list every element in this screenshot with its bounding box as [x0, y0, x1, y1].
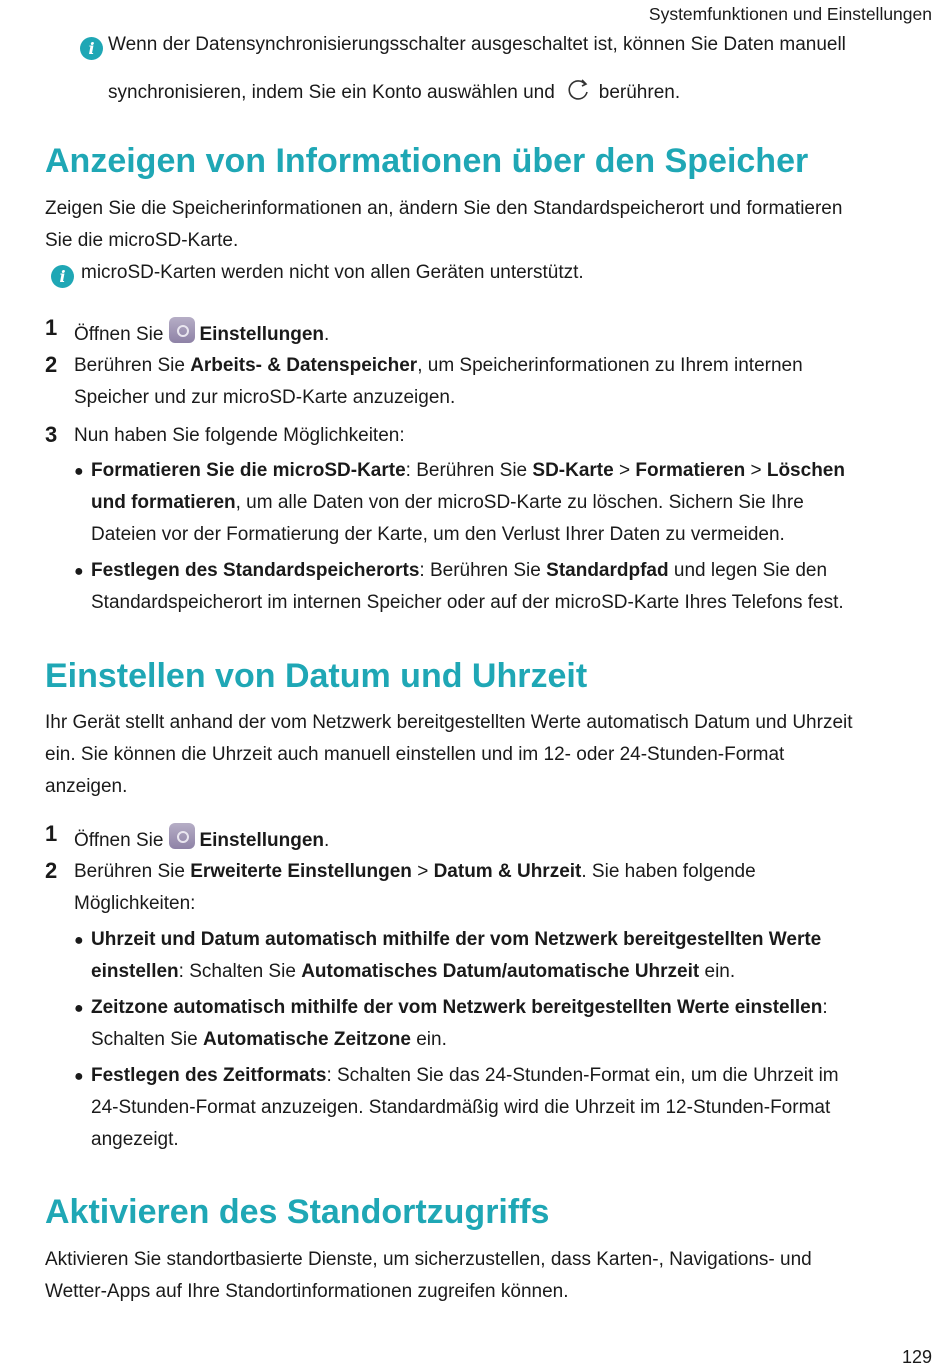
list-item: Standardspeicherort im internen Speicher oder auf der microSD-Karte Ihres Telefons fest.	[91, 592, 844, 613]
step-number: 1	[45, 821, 58, 846]
note-text: Wenn der Datensynchronisierungsschalter ausgeschaltet ist, können Sie Daten manuell	[108, 34, 846, 55]
step-text: Berühren Sie Arbeits- & Datenspeicher, um Speicherinformationen zu Ihrem internen	[74, 355, 803, 376]
paragraph: anzeigen.	[45, 776, 128, 797]
step-text: Öffnen Sie Einstellungen.	[74, 823, 329, 853]
list-item: Festlegen des Zeitformats: Schalten Sie das 24-Stunden-Format ein, um die Uhrzeit im	[91, 1065, 839, 1086]
note-text: microSD-Karten werden nicht von allen Geräten unterstützt.	[81, 262, 584, 283]
list-item: einstellen: Schalten Sie Automatisches Datum/automatische Uhrzeit ein.	[91, 961, 736, 982]
section-title: Anzeigen von Informationen über den Speicher	[45, 142, 809, 180]
page-number: 129	[901, 1347, 932, 1367]
step-number: 2	[45, 352, 58, 377]
settings-icon	[169, 317, 195, 343]
list-item: und formatieren, um alle Daten von der microSD-Karte zu löschen. Sichern Sie Ihre	[91, 492, 804, 513]
note-text: synchronisieren, indem Sie ein Konto auswählen und berühren.	[108, 77, 680, 105]
list-item: Uhrzeit und Datum automatisch mithilfe der vom Netzwerk bereitgestellten Werte	[91, 929, 822, 950]
bullet-icon: ●	[74, 1000, 84, 1017]
section-title: Aktivieren des Standortzugriffs	[45, 1193, 550, 1231]
step-text: Möglichkeiten:	[74, 893, 196, 914]
bullet-icon: ●	[74, 1068, 84, 1085]
settings-icon	[169, 823, 195, 849]
list-item: Schalten Sie Automatische Zeitzone ein.	[91, 1029, 447, 1050]
list-item: angezeigt.	[91, 1129, 179, 1150]
bullet-icon: ●	[74, 463, 84, 480]
step-number: 3	[45, 422, 58, 447]
step-number: 2	[45, 858, 58, 883]
sync-icon	[565, 77, 591, 103]
page-header: Systemfunktionen und Einstellungen	[648, 4, 932, 24]
paragraph: Aktivieren Sie standortbasierte Dienste, um sicherzustellen, dass Karten-, Navigations- und	[45, 1249, 812, 1270]
info-icon: i	[51, 265, 74, 288]
list-item: Zeitzone automatisch mithilfe der vom Netzwerk bereitgestellten Werte einstellen:	[91, 997, 828, 1018]
list-item: 24-Stunden-Format anzuzeigen. Standardmäßig wird die Uhrzeit im 12-Stunden-Format	[91, 1097, 831, 1118]
list-item: Formatieren Sie die microSD-Karte: Berühren Sie SD-Karte > Formatieren > Löschen	[91, 460, 845, 481]
step-number: 1	[45, 315, 58, 340]
paragraph: Zeigen Sie die Speicherinformationen an, ändern Sie den Standardspeicherort und formatieren	[45, 198, 843, 219]
paragraph: Wetter-Apps auf Ihre Standortinformationen zugreifen können.	[45, 1281, 569, 1302]
step-text: Nun haben Sie folgende Möglichkeiten:	[74, 425, 405, 446]
bullet-icon: ●	[74, 563, 84, 580]
info-icon: i	[80, 37, 103, 60]
paragraph: Sie die microSD-Karte.	[45, 230, 239, 251]
list-item: Festlegen des Standardspeicherorts: Berühren Sie Standardpfad und legen Sie den	[91, 560, 828, 581]
paragraph: ein. Sie können die Uhrzeit auch manuell einstellen und im 12- oder 24-Stunden-Format	[45, 744, 785, 765]
section-title: Einstellen von Datum und Uhrzeit	[45, 657, 588, 695]
bullet-icon: ●	[74, 932, 84, 949]
step-text: Speicher und zur microSD-Karte anzuzeigen.	[74, 387, 456, 408]
paragraph: Ihr Gerät stellt anhand der vom Netzwerk bereitgestellten Werte automatisch Datum und Uhrzeit	[45, 712, 853, 733]
list-item: Dateien vor der Formatierung der Karte, um den Verlust Ihrer Daten zu vermeiden.	[91, 524, 785, 545]
step-text: Berühren Sie Erweiterte Einstellungen > Datum & Uhrzeit. Sie haben folgende	[74, 861, 756, 882]
step-text: Öffnen Sie Einstellungen.	[74, 317, 329, 347]
